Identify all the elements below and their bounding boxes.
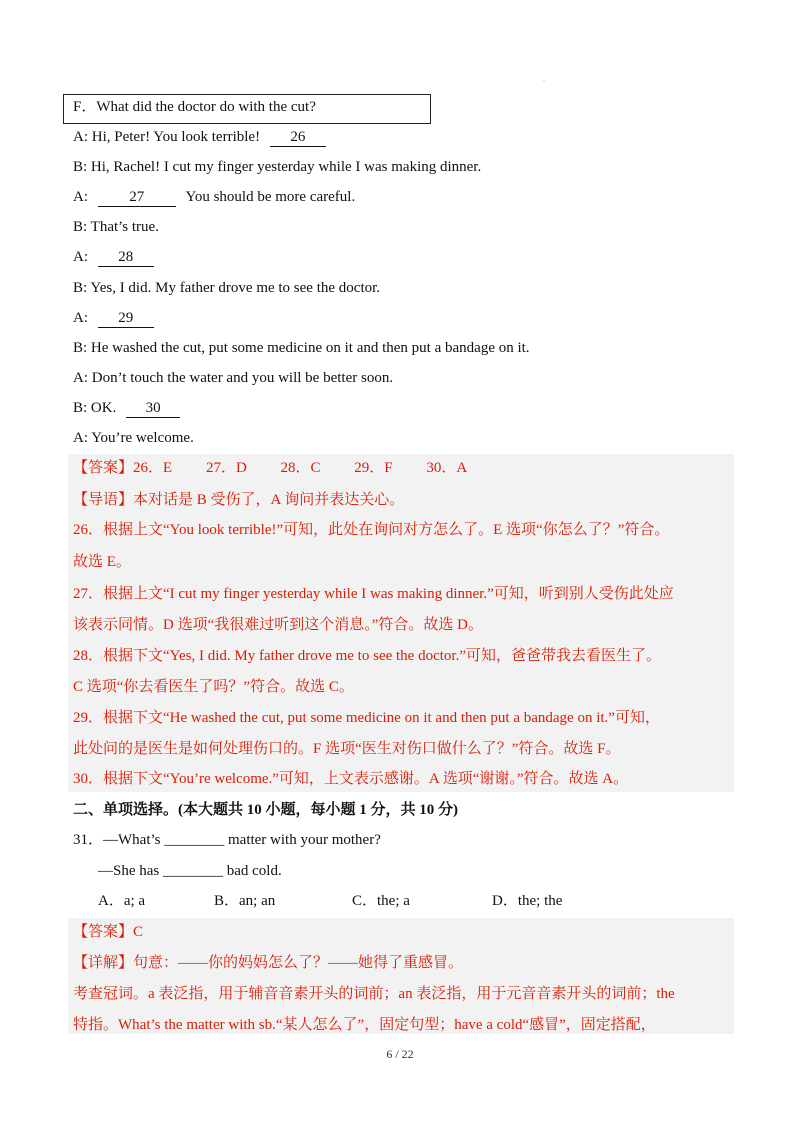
intro-line: 【导语】本对话是 B 受伤了，A 询问并表达关心。 bbox=[73, 492, 405, 508]
explanation-28-line-1: 28．根据下文“Yes, I did. My father drove me to see the doctor.”可知，爸爸带我去看医生了。 bbox=[73, 648, 661, 664]
section-2-heading: 二、单项选择。(本大题共 10 小题，每小题 1 分，共 10 分) bbox=[73, 802, 458, 818]
dialogue-line-10: B: OK. 30 bbox=[73, 398, 180, 418]
dialogue-line-9: A: Don’t touch the water and you will be better soon. bbox=[73, 370, 394, 386]
dialogue-line-11: A: You’re welcome. bbox=[73, 430, 194, 446]
option-b: B．an; an bbox=[214, 893, 276, 909]
blank-26: 26 bbox=[270, 129, 326, 147]
explanation-28-line-2: C 选项“你去看医生了吗？”符合。故选 C。 bbox=[73, 679, 354, 695]
dialogue-line-8: B: He washed the cut, put some medicine on it and then put a bandage on it. bbox=[73, 340, 530, 356]
explanation-27-line-2: 该表示同情。D 选项“我很难过听到这个消息。”符合。故选 D。 bbox=[73, 617, 483, 633]
option-c: C．the; a bbox=[352, 893, 410, 909]
question-31-line-1: 31．—What’s ________ matter with your mother? bbox=[73, 832, 381, 848]
dialogue-line-4: B: That’s true. bbox=[73, 219, 159, 235]
dialogue-line-2: B: Hi, Rachel! I cut my finger yesterday while I was making dinner. bbox=[73, 159, 482, 175]
dialogue-line-3: A: 27 You should be more careful. bbox=[73, 189, 356, 205]
explanation-30: 30．根据下文“You’re welcome.”可知，上文表示感谢。A 选项“谢谢。”符合。故选 A。 bbox=[73, 771, 629, 787]
dialogue-line-6: B: Yes, I did. My father drove me to see the doctor. bbox=[73, 280, 381, 296]
answer-31-line: 【答案】C bbox=[73, 924, 144, 940]
corner-mark: . bbox=[543, 74, 545, 83]
detail-line-3: 特指。What’s the matter with sb.“某人怎么了”，固定句型；have a cold“感冒”，固定搭配， bbox=[73, 1017, 656, 1033]
explanation-27-line-1: 27．根据上文“I cut my finger yesterday while I was making dinner.”可知，听到别人受伤此处应 bbox=[73, 586, 674, 602]
option-a: A．a; a bbox=[98, 893, 146, 909]
blank-28: 28 bbox=[98, 249, 154, 267]
blank-27: 27 bbox=[98, 189, 176, 207]
page-number: 6 / 22 bbox=[386, 1047, 414, 1061]
dialogue-line-5: A: 28 bbox=[73, 247, 154, 267]
question-31-line-2: —She has ________ bad cold. bbox=[98, 863, 282, 879]
blank-29: 29 bbox=[98, 310, 154, 328]
explanation-26-line-1: 26．根据上文“You look terrible!”可知，此处在询问对方怎么了。E 选项“你怎么了？”符合。 bbox=[73, 522, 670, 538]
explanation-29-line-2: 此处问的是医生是如何处理伤口的。F 选项“医生对伤口做什么了？”符合。故选 F。 bbox=[73, 741, 621, 757]
option-d: D．the; the bbox=[492, 893, 563, 909]
detail-line-1: 【详解】句意：——你的妈妈怎么了？——她得了重感冒。 bbox=[73, 955, 464, 971]
answer-line: 【答案】26．E 27．D 28．C 29．F 30．A bbox=[73, 460, 468, 476]
blank-30: 30 bbox=[126, 400, 180, 418]
question-31-options bbox=[98, 891, 562, 911]
explanation-29-line-1: 29．根据下文“He washed the cut, put some medicine on it and then put a bandage on it.”可知， bbox=[73, 710, 660, 726]
explanation-26-line-2: 故选 E。 bbox=[73, 554, 131, 570]
dialogue-line-7: A: 29 bbox=[73, 308, 154, 328]
dialogue-line-1: A: Hi, Peter! You look terrible! 26 bbox=[73, 127, 326, 147]
detail-line-2: 考查冠词。a 表泛指，用于辅音音素开头的词前；an 表泛指，用于元音音素开头的词前；the bbox=[73, 986, 675, 1002]
option-f-text: F．What did the doctor do with the cut? bbox=[73, 99, 316, 115]
